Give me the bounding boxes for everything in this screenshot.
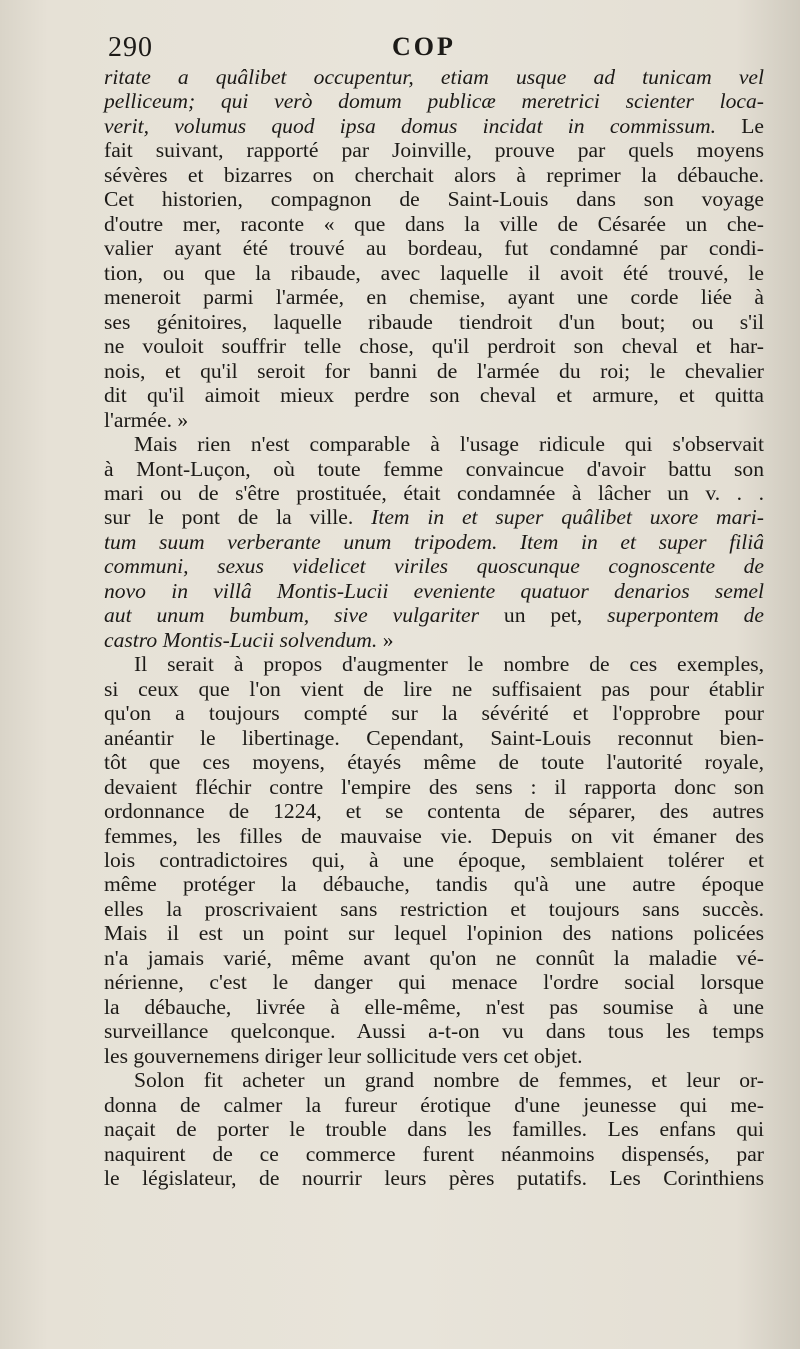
text-line [104, 995, 764, 1019]
text-line [104, 677, 764, 701]
text-line [104, 554, 764, 578]
italic-text: aut unum bumbum, sive vulgariter [104, 603, 479, 628]
roman-text: Il serait à propos d'augmenter le nombre de ces exemples, [134, 652, 764, 677]
roman-text: fait suivant, rapporté par Joinville, prouve par quels moyens [104, 138, 764, 163]
italic-text: pelliceum; qui verò domum publicæ meretrici scienter loca- [104, 89, 764, 114]
roman-text: mari ou de s'être prostituée, était condamnée à lâcher un v. . . [104, 480, 764, 505]
text-line [104, 163, 764, 187]
body-text [104, 65, 764, 1191]
italic-text: communi, sexus videlicet viriles quoscunque cognoscente de [104, 554, 764, 579]
roman-text: valier ayant été trouvé au bordeau, fut condamné par condi- [104, 236, 764, 261]
roman-text: un pet, [478, 603, 608, 628]
text-line [104, 726, 764, 750]
text-line [104, 383, 764, 407]
roman-text: » [377, 627, 394, 652]
text-line [104, 1019, 764, 1043]
text-line [104, 603, 764, 627]
text-line [104, 432, 764, 456]
roman-text: tion, ou que la ribaude, avec laquelle il avoit été trouvé, le [104, 260, 764, 285]
italic-text: tum suum verberante unum tripodem. Item in et super filiâ [104, 529, 764, 554]
roman-text: ses génitoires, laquelle ribaude tiendroit d'un bout; ou s'il [104, 309, 764, 334]
roman-text: elles la proscrivaient sans restriction et toujours sans succès. [104, 896, 764, 921]
roman-text: tôt que ces moyens, étayés même de toute l'autorité royale, [104, 750, 764, 775]
text-line [104, 285, 764, 309]
roman-text: même protéger la débauche, tandis qu'à une autre époque [104, 872, 764, 897]
text-line [104, 1142, 764, 1166]
text-line [104, 652, 764, 676]
roman-text: si ceux que l'on vient de lire ne suffisaient pas pour établir [104, 676, 764, 701]
roman-text: Mais il est un point sur lequel l'opinion des nations policées [104, 921, 764, 946]
text-line [104, 1068, 764, 1092]
roman-text: dit qu'il aimoit mieux perdre son cheval et armure, et quitta [104, 383, 764, 408]
running-head: COP [392, 32, 456, 61]
text-line [104, 89, 764, 113]
roman-text: la débauche, livrée à elle-même, n'est pas soumise à une [104, 994, 764, 1019]
italic-text: verit, volumus quod ipsa domus incidat in commissum. [104, 113, 716, 138]
text-line [104, 261, 764, 285]
roman-text: Mais rien n'est comparable à l'usage ridicule qui s'observait [134, 432, 764, 457]
text-line [104, 530, 764, 554]
text-line [104, 1117, 764, 1141]
text-line [104, 187, 764, 211]
text-line [104, 334, 764, 358]
text-line [104, 310, 764, 334]
text-line [104, 750, 764, 774]
text-line [104, 114, 764, 138]
text-line [104, 1166, 764, 1190]
roman-text: l'armée. » [104, 407, 189, 432]
italic-text: novo in villâ Montis-Lucii eveniente quatuor denarios semel [104, 578, 764, 603]
page-header [108, 32, 760, 68]
roman-text: lois contradictoires qui, à une époque, semblaient tolérer et [104, 848, 764, 872]
text-line [104, 212, 764, 236]
text-line [104, 799, 764, 823]
roman-text: naquirent de ce commerce furent néanmoins dispensés, par [104, 1141, 764, 1166]
roman-text: sur le pont de la ville. [104, 505, 372, 530]
text-line [104, 1093, 764, 1117]
page-number: 290 [108, 32, 153, 63]
text-line [104, 481, 764, 505]
roman-text: n'a jamais varié, même avant qu'on ne connût la maladie vé- [104, 945, 764, 970]
text-line [104, 701, 764, 725]
text-line [104, 505, 764, 529]
roman-text: femmes, les filles de mauvaise vie. Depuis on vit émaner des [104, 823, 764, 848]
roman-text: Cet historien, compagnon de Saint-Louis dans son voyage [104, 187, 764, 212]
text-line [104, 628, 764, 652]
roman-text: naçait de porter le trouble dans les familles. Les enfans qui [104, 1117, 764, 1142]
text-line [104, 138, 764, 162]
text-line [104, 408, 764, 432]
text-line [104, 65, 764, 89]
roman-text: à Mont-Luçon, où toute femme convaincue d'avoir battu son [104, 456, 764, 481]
roman-text: qu'on a toujours compté sur la sévérité et l'opprobre pour [104, 701, 764, 726]
roman-text: nérienne, c'est le danger qui menace l'ordre social lorsque [104, 970, 764, 995]
text-line [104, 848, 764, 872]
roman-text: surveillance quelconque. Aussi a-t-on vu dans tous les temps [104, 1019, 764, 1044]
text-line [104, 775, 764, 799]
text-line [104, 579, 764, 603]
roman-text: Le [715, 113, 764, 138]
roman-text: les gouvernemens diriger leur sollicitude vers cet objet. [104, 1043, 583, 1068]
text-line [104, 872, 764, 896]
roman-text: d'outre mer, raconte « que dans la ville de Césarée un che- [104, 211, 764, 236]
roman-text: donna de calmer la fureur érotique d'une jeunesse qui me- [104, 1092, 764, 1117]
text-line [104, 921, 764, 945]
text-line [104, 359, 764, 383]
roman-text: Solon fit acheter un grand nombre de femmes, et leur or- [134, 1068, 764, 1093]
text-line [104, 946, 764, 970]
roman-text: anéantir le libertinage. Cependant, Saint-Louis reconnut bien- [104, 725, 764, 750]
roman-text: meneroit parmi l'armée, en chemise, ayant une corde liée à [104, 285, 764, 310]
text-line [104, 236, 764, 260]
italic-text: castro Montis-Lucii solvendum. [104, 627, 378, 652]
italic-text: superpontem de [607, 603, 764, 628]
italic-text: Item in et super quâlibet uxore mari- [371, 505, 764, 530]
text-line [104, 824, 764, 848]
text-line [104, 970, 764, 994]
roman-text: ordonnance de 1224, et se contenta de séparer, des autres [104, 799, 764, 824]
roman-text: nois, et qu'il seroit for banni de l'armée du roi; le chevalier [104, 358, 764, 383]
text-line [104, 1044, 764, 1068]
roman-text: le législateur, de nourrir leurs pères putatifs. Les Corinthiens [104, 1166, 764, 1191]
roman-text: ne vouloit souffrir telle chose, qu'il perdroit son cheval et har- [104, 334, 764, 359]
text-line [104, 897, 764, 921]
roman-text: sévères et bizarres on cherchait alors à reprimer la débauche. [104, 162, 764, 187]
roman-text: devaient fléchir contre l'empire des sens : il rapporta donc son [104, 774, 764, 799]
text-line [104, 457, 764, 481]
italic-text: ritate a quâlibet occupentur, etiam usque ad tunicam vel [104, 65, 764, 89]
